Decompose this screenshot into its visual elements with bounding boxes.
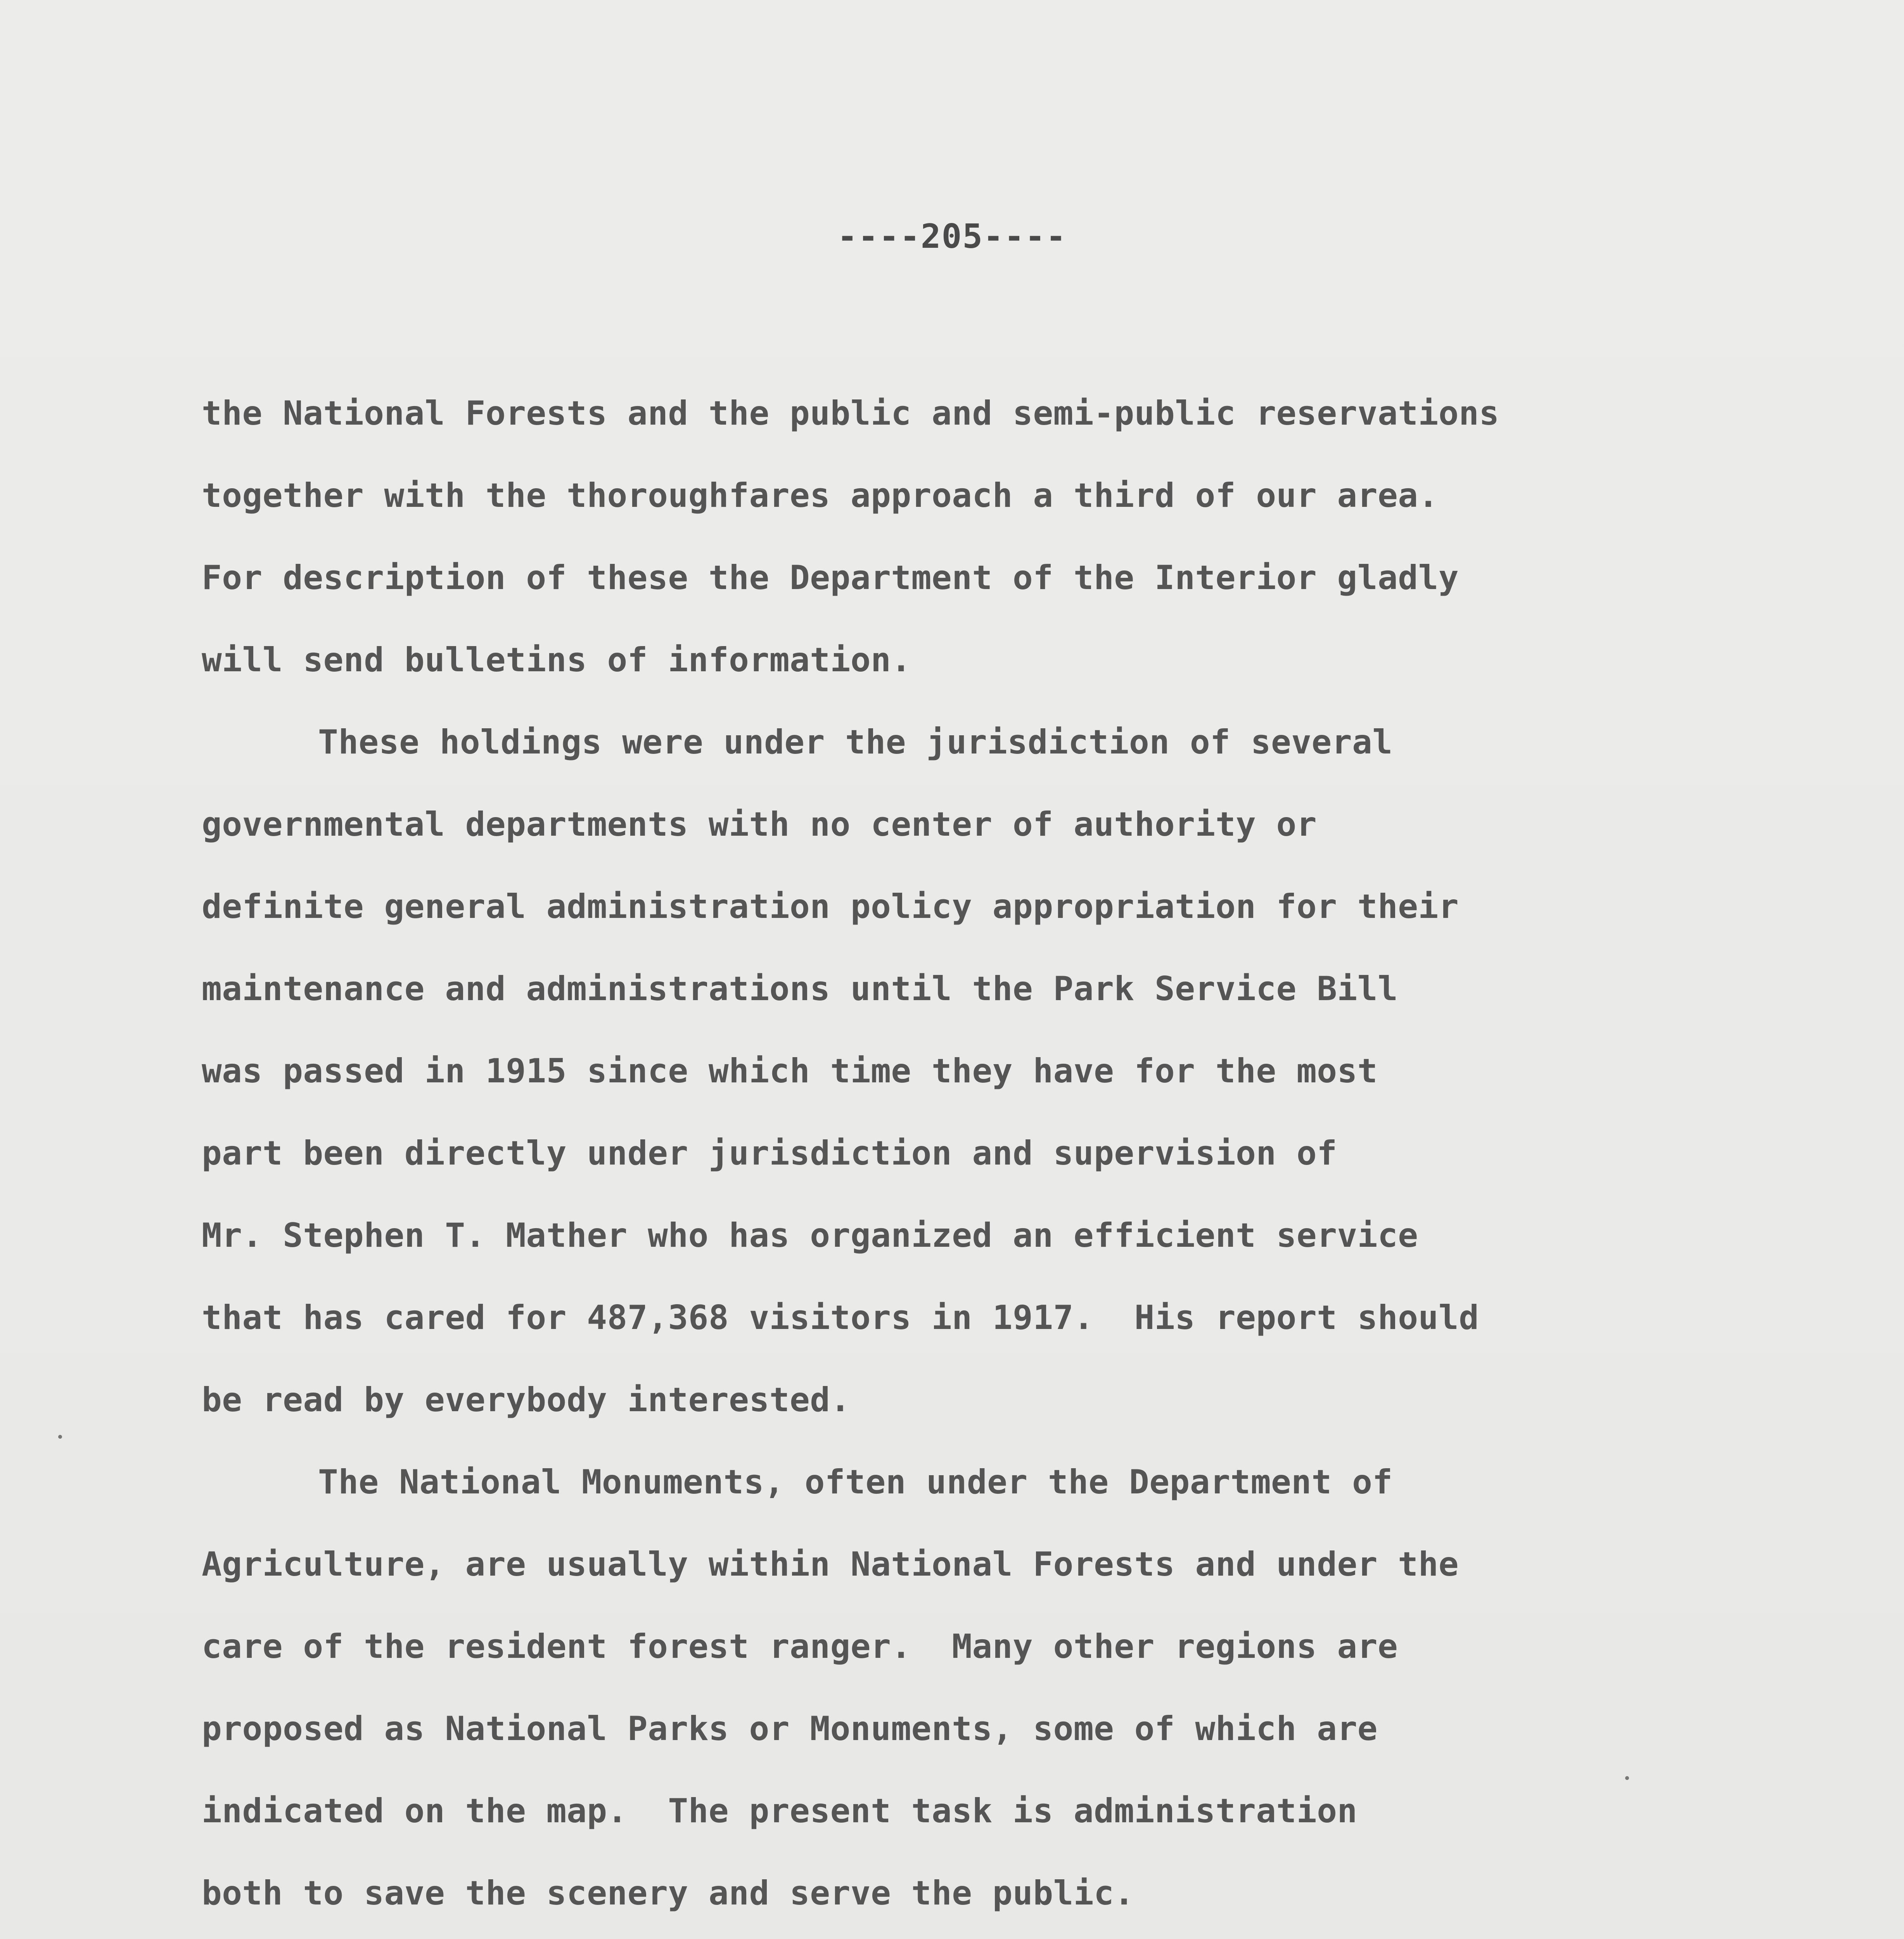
text-line: For description of these the Department of the Interior gladly xyxy=(202,558,1459,597)
paper-speck xyxy=(1625,1776,1629,1780)
text-line: Mr. Stephen T. Mather who has organized an efficient service xyxy=(202,1216,1418,1255)
text-line: care of the resident forest ranger. Many other regions are xyxy=(202,1627,1398,1666)
paper-speck xyxy=(58,1435,62,1439)
paragraph-start-line: The National Monuments, often under the Department of xyxy=(318,1463,1393,1502)
text-line: that has cared for 487,368 visitors in 1917. His report should xyxy=(202,1298,1479,1337)
page-number: ----205---- xyxy=(837,217,1067,256)
text-line: both to save the scenery and serve the public. xyxy=(202,1874,1134,1913)
text-line: the National Forests and the public and semi-public reservations xyxy=(202,394,1499,433)
text-line: indicated on the map. The present task is administration xyxy=(202,1792,1358,1830)
text-line: maintenance and administrations until the Park Service Bill xyxy=(202,970,1398,1008)
body-text xyxy=(202,372,1499,1934)
text-line: definite general administration policy appropriation for their xyxy=(202,887,1459,926)
paragraph-start-line: These holdings were under the jurisdiction of several xyxy=(318,723,1393,762)
text-line: was passed in 1915 since which time they have for the most xyxy=(202,1052,1378,1090)
text-line: governmental departments with no center of authority or xyxy=(202,805,1317,844)
text-line: be read by everybody interested. xyxy=(202,1381,851,1419)
text-line: part been directly under jurisdiction and supervision of xyxy=(202,1134,1337,1173)
text-line: together with the thoroughfares approach a third of our area. xyxy=(202,476,1439,515)
text-line: will send bulletins of information. xyxy=(202,641,911,679)
text-line: Agriculture, are usually within National Forests and under the xyxy=(202,1545,1459,1584)
text-line: proposed as National Parks or Monuments, some of which are xyxy=(202,1709,1378,1748)
